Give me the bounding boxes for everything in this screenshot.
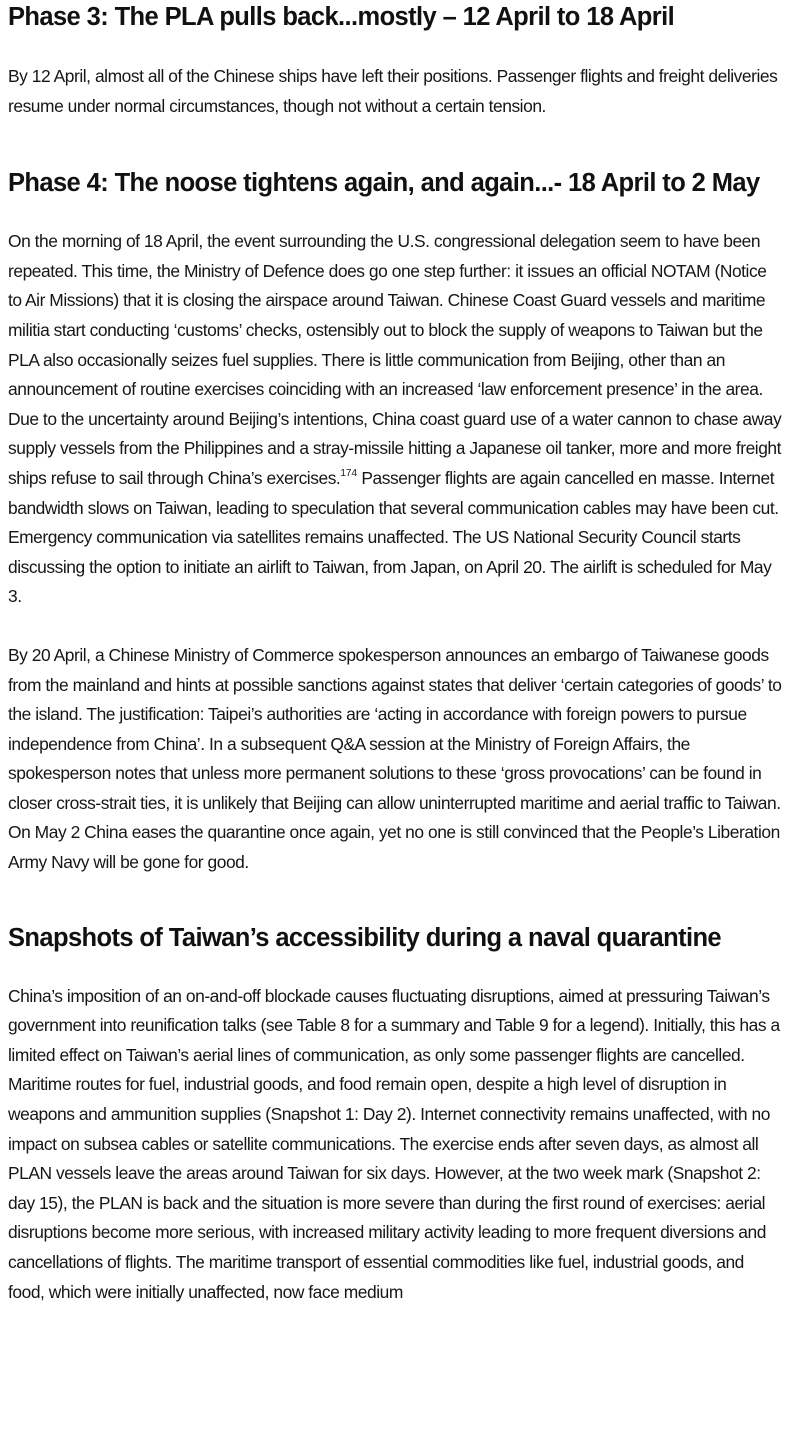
phase4-paragraph-1-text-a: On the morning of 18 April, the event surrounding the U.S. congressional delegation seem to have been repeated. This time, the Ministry of Defence does go one step further: it issues an official NOTAM (Notice to Air Missions) that it is closing the airspace around Taiwan. Chinese Coast Guard vessels and maritime militia start conducting ‘customs’ checks, ostensibly out to block the supply of weapons to Taiwan but the PLA also occasionally seizes fuel supplies. There is little communication from Beijing, other than an announcement of routine exercises coinciding with an increased ‘law enforcement presence’ in the area. Due to the uncertainty around Beijing’s intentions, China coast guard use of a water cannon to chase away supply vessels from the Philippines and a stray-missile hitting a Japanese oil tanker, more and more freight ships refuse to sail through China’s exercises. bbox=[8, 231, 782, 488]
phase3-paragraph: By 12 April, almost all of the Chinese ships have left their positions. Passenger flights and freight deliveries resume under normal circumstances, though not without a certain tension. bbox=[8, 66, 778, 116]
phase4-paragraph-1-text-b: Passenger flights are again cancelled en masse. Internet bandwidth slows on Taiwan, leading to speculation that several communication cables may have been cut. Emergency communication via satellites remains unaffected. The US National Security Council starts discussing the option to initiate an airlift to Taiwan, from Japan, on April 20. The airlift is scheduled for May 3. bbox=[8, 467, 779, 607]
footnote-marker: 174 bbox=[340, 467, 358, 479]
snapshots-paragraph: China’s imposition of an on-and-off blockade causes fluctuating disruptions, aimed at pressuring Taiwan’s government into reunification talks (see Table 8 for a summary and Table 9 for a legend). Initially, this has a limited effect on Taiwan’s aerial lines of communication, as only some passenger flights are cancelled. Maritime routes for fuel, industrial goods, and food remain open, despite a high level of disruption in weapons and ammunition supplies (Snapshot 1: Day 2). Internet connectivity remains unaffected, with no impact on subsea cables or satellite communications. The exercise ends after seven days, as almost all PLAN vessels leave the areas around Taiwan for six days. However, at the two week mark (Snapshot 2: day 15), the PLAN is back and the situation is more severe than during the first round of exercises: aerial disruptions become more serious, with increased military activity leading to more frequent diversions and cancellations of flights. The maritime transport of essential commodities like fuel, industrial goods, and food, which were initially unaffected, now face medium bbox=[8, 985, 780, 1302]
phase3-heading: Phase 3: The PLA pulls back...mostly – 12 April to 18 April bbox=[8, 3, 675, 31]
phase4-paragraph-1 bbox=[8, 227, 782, 612]
phase4-paragraph-2: By 20 April, a Chinese Ministry of Commerce spokesperson announces an embargo of Taiwanese goods from the mainland and hints at possible sanctions against states that deliver ‘certain categories of goods’ to the island. The justification: Taipei’s authorities are ‘acting in accordance with foreign powers to pursue independence from China’. In a subsequent Q&A session at the Ministry of Foreign Affairs, the spokesperson notes that unless more permanent solutions to these ‘gross provocations’ can be found in closer cross-strait ties, it is unlikely that Beijing can allow uninterrupted maritime and aerial traffic to Taiwan. On May 2 China eases the quarantine once again, yet no one is still convinced that the People’s Liberation Army Navy will be gone for good. bbox=[8, 644, 782, 873]
snapshots-heading: Snapshots of Taiwan’s accessibility during a naval quarantine bbox=[8, 923, 722, 952]
phase4-heading: Phase 4: The noose tightens again, and again...- 18 April to 2 May bbox=[8, 169, 760, 198]
